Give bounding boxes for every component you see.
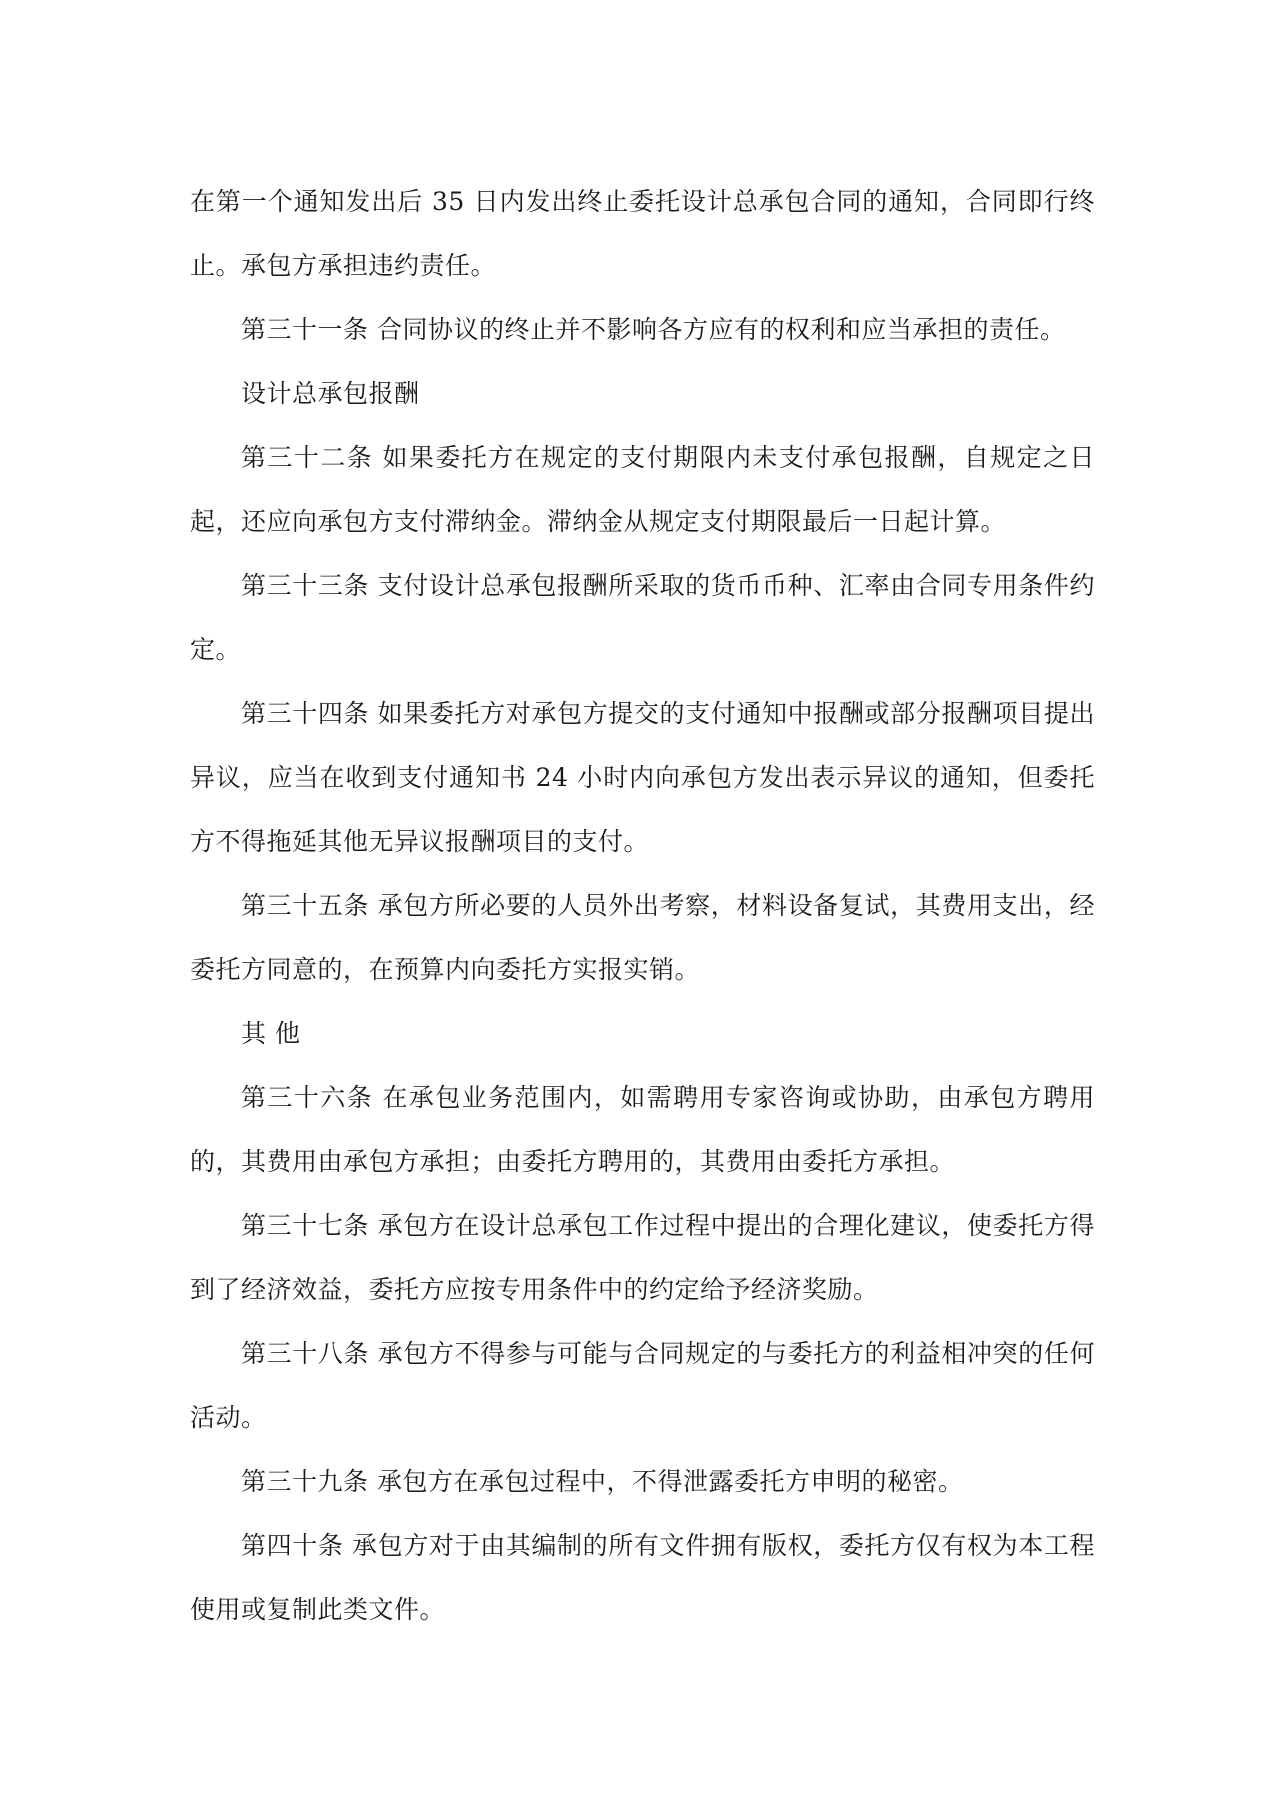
section-heading-remuneration: 设计总承包报酬: [241, 379, 420, 408]
article-33: 第三十三条 支付设计总承包报酬所采取的货币币种、汇率由合同专用条件约定。: [190, 571, 1095, 664]
section-heading-other: 其 他: [241, 1019, 301, 1048]
article-32: 第三十二条 如果委托方在规定的支付期限内未支付承包报酬，自规定之日起，还应向承包方支付滞纳金。滞纳金从规定支付期限最后一日起计算。: [190, 443, 1095, 536]
article-37: 第三十七条 承包方在设计总承包工作过程中提出的合理化建议，使委托方得到了经济效益，委托方应按专用条件中的约定给予经济奖励。: [190, 1211, 1095, 1304]
article-31: 第三十一条 合同协议的终止并不影响各方应有的权利和应当承担的责任。: [241, 315, 1066, 344]
article-36: 第三十六条 在承包业务范围内，如需聘用专家咨询或协助，由承包方聘用的，其费用由承包方承担；由委托方聘用的，其费用由委托方承担。: [190, 1083, 1095, 1176]
article-38: 第三十八条 承包方不得参与可能与合同规定的与委托方的利益相冲突的任何活动。: [190, 1339, 1095, 1432]
article-35: 第三十五条 承包方所必要的人员外出考察，材料设备复试，其费用支出，经委托方同意的，在预算内向委托方实报实销。: [190, 891, 1095, 984]
article-39: 第三十九条 承包方在承包过程中，不得泄露委托方申明的秘密。: [241, 1467, 964, 1496]
article-34: 第三十四条 如果委托方对承包方提交的支付通知中报酬或部分报酬项目提出异议，应当在收到支付通知书 24 小时内向承包方发出表示异议的通知，但委托方不得拖延其他无异议报酬项目的支付。: [190, 699, 1095, 856]
article-40: 第四十条 承包方对于由其编制的所有文件拥有版权，委托方仅有权为本工程使用或复制此类文件。: [190, 1531, 1095, 1624]
paragraph-continuation: 在第一个通知发出后 35 日内发出终止委托设计总承包合同的通知，合同即行终止。承包方承担违约责任。: [190, 187, 1095, 280]
document-body: [190, 170, 1095, 1642]
